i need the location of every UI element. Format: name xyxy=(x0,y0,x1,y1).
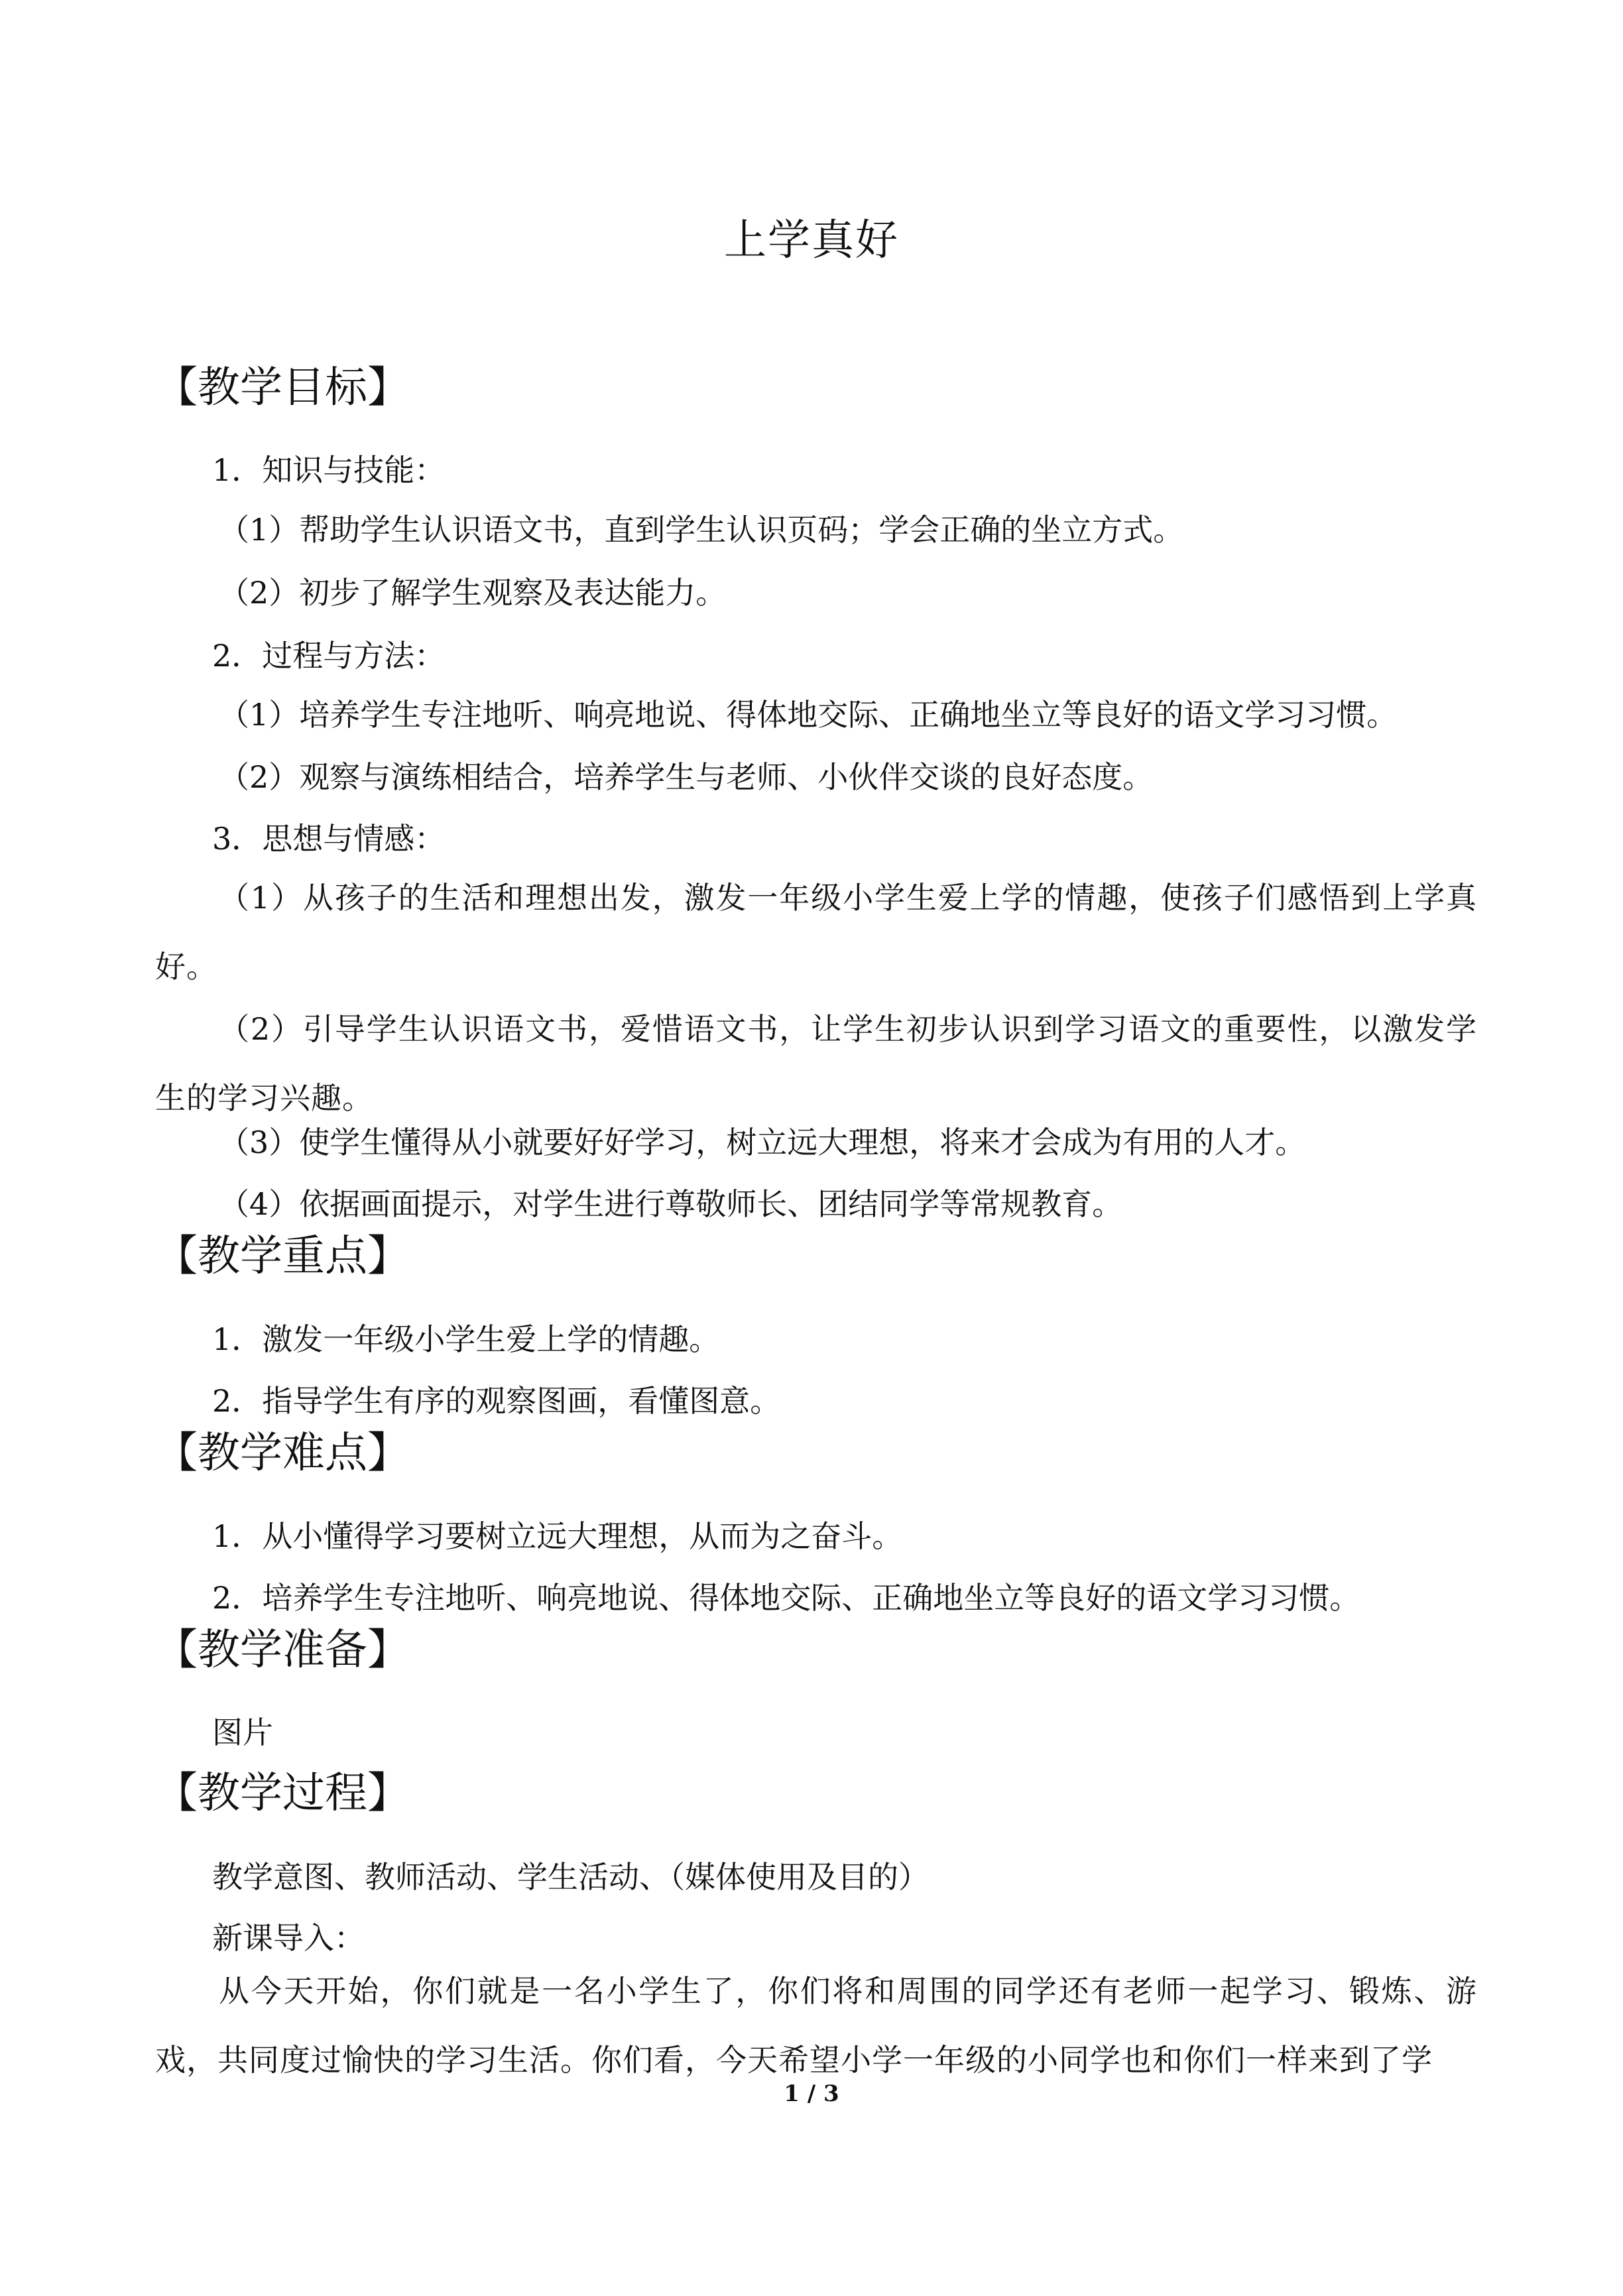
objective-paragraph: （1）从孩子的生活和理想出发，激发一年级小学生爱上学的情趣，使孩子们感悟到上学真好。 xyxy=(155,880,1477,985)
section-heading-difficulties: 【教学难点】 xyxy=(155,1429,410,1478)
section-heading-preparation: 【教学准备】 xyxy=(155,1626,410,1675)
objective-line: （2）初步了解学生观察及表达能力。 xyxy=(219,575,727,611)
key-point-line: 1．激发一年级小学生爱上学的情趣。 xyxy=(212,1321,720,1357)
objective-line: （4）依据画面提示，对学生进行尊敬师长、团结同学等常规教育。 xyxy=(219,1186,1123,1222)
objective-line: 3．思想与情感： xyxy=(212,821,446,857)
process-paragraph: 从今天开始，你们就是一名小学生了，你们将和周围的同学还有老师一起学习、锻炼、游戏，共同度过愉快的学习生活。你们看，今天希望小学一年级的小同学也和你们一样来到了学 xyxy=(155,1973,1477,2078)
process-line: 新课导入： xyxy=(212,1920,365,1956)
section-heading-process: 【教学过程】 xyxy=(155,1769,410,1818)
objective-line: （2）观察与演练相结合，培养学生与老师、小伙伴交谈的良好态度。 xyxy=(219,759,1154,795)
preparation-line: 图片 xyxy=(212,1715,273,1750)
section-heading-objectives: 【教学目标】 xyxy=(155,363,410,412)
key-point-line: 2．指导学生有序的观察图画，看懂图意。 xyxy=(212,1383,781,1419)
process-line: 教学意图、教师活动、学生活动、（媒体使用及目的） xyxy=(212,1859,929,1895)
objective-line: 2．过程与方法： xyxy=(212,638,446,674)
objective-line: （3）使学生懂得从小就要好好学习，树立远大理想，将来才会成为有用的人才。 xyxy=(219,1124,1306,1160)
objective-line: 1．知识与技能： xyxy=(212,452,446,488)
difficulty-line: 2．培养学生专注地听、响亮地说、得体地交际、正确地坐立等良好的语文学习习惯。 xyxy=(212,1580,1360,1616)
objective-line: （1）帮助学生认识语文书，直到学生认识页码；学会正确的坐立方式。 xyxy=(219,512,1184,548)
objective-paragraph: （2）引导学生认识语文书，爱惜语文书，让学生初步认识到学习语文的重要性，以激发学生的学习兴趣。 xyxy=(155,1011,1477,1116)
page-number: 1 / 3 xyxy=(784,2081,839,2107)
objective-line: （1）培养学生专注地听、响亮地说、得体地交际、正确地坐立等良好的语文学习习惯。 xyxy=(219,697,1398,733)
section-heading-key-points: 【教学重点】 xyxy=(155,1232,410,1281)
difficulty-line: 1．从小懂得学习要树立远大理想，从而为之奋斗。 xyxy=(212,1518,903,1554)
page-title: 上学真好 xyxy=(724,216,899,265)
